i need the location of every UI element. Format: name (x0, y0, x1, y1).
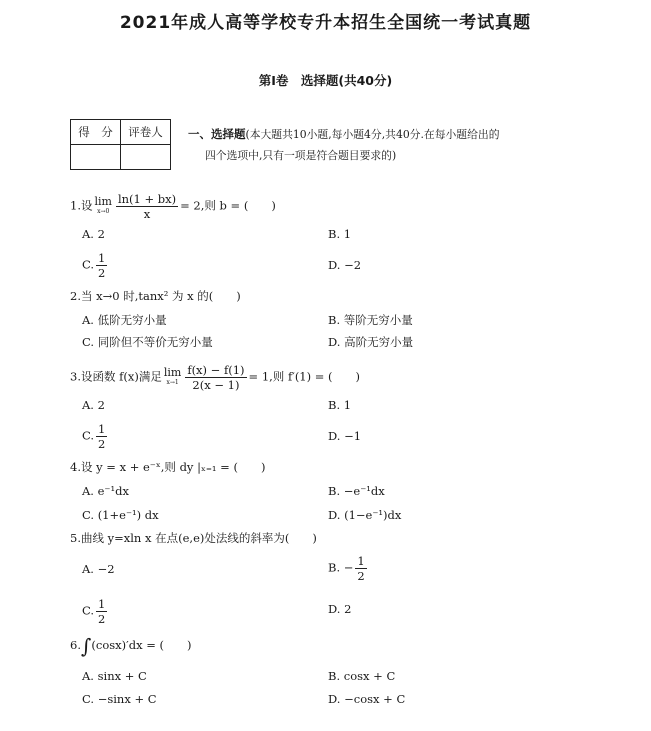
q5-option-a[interactable]: A. −2 (82, 562, 115, 576)
q6-option-d[interactable]: D. −cosx + C (328, 692, 406, 706)
question-5: 5.曲线 y=xln x 在点(e,e)处法线的斜率为( ) (70, 531, 317, 545)
instructions-line2: 四个选项中,只有一项是符合题目要求的) (205, 149, 397, 162)
q2-option-a[interactable]: A. 低阶无穷小量 (82, 313, 167, 327)
q2-option-d[interactable]: D. 高阶无穷小量 (328, 335, 414, 349)
q3-option-c[interactable]: C. $\frac{1}{2}$ (82, 422, 106, 451)
q4-option-c[interactable]: C. (1+e⁻¹) dx (82, 508, 159, 522)
score-header: 得 分 (71, 120, 121, 145)
q1-prefix: 1.设 (70, 198, 93, 213)
q5-option-b[interactable]: B. − $\frac{1}{2}$ (328, 554, 365, 583)
q3-suffix: = 1,则 f′(1) = ( ) (248, 369, 361, 384)
q2-option-b[interactable]: B. 等阶无穷小量 (328, 313, 413, 327)
q3-option-b[interactable]: B. 1 (328, 398, 352, 412)
q1-fraction: $\frac{\ln(1 + bx)}{x}$ (117, 192, 177, 221)
q1-option-d[interactable]: D. −2 (328, 258, 362, 272)
q1-option-b[interactable]: B. 1 (328, 227, 352, 241)
q6-text: (cosx)′dx = ( ) (91, 638, 192, 652)
question-4: 4.设 y = x + e⁻ˣ,则 dy |ₓ₌₁ = ( ) (70, 460, 266, 474)
section-heading: 第Ⅰ卷 选择题(共40分) (258, 73, 393, 88)
q3-prefix: 3.设函数 f(x)满足 (70, 369, 162, 384)
q4-option-a[interactable]: A. e⁻¹dx (82, 484, 129, 498)
q1-option-a[interactable]: A. 2 (82, 227, 105, 241)
page-title: 2021年成人高等学校专升本招生全国统一考试真题 (119, 13, 532, 33)
q4-option-b[interactable]: B. −e⁻¹dx (328, 484, 385, 498)
q4-option-d[interactable]: D. (1−e⁻¹)dx (328, 508, 402, 522)
q1-suffix: = 2,则 b = ( ) (180, 198, 276, 213)
grader-header: 评卷人 (121, 120, 171, 145)
grader-cell[interactable] (121, 145, 171, 170)
section-instructions (188, 124, 588, 166)
q1-option-c[interactable]: C. $\frac{1}{2}$ (82, 251, 106, 280)
q3-option-a[interactable]: A. 2 (82, 398, 105, 412)
question-1 (70, 192, 276, 221)
score-table (70, 119, 171, 170)
question-6: 6.∫(cosx)′dx = ( ) (70, 634, 192, 658)
q6-option-c[interactable]: C. −sinx + C (82, 692, 157, 706)
limit-symbol: lim x→0 (94, 194, 112, 215)
q5-option-d[interactable]: D. 2 (328, 602, 352, 616)
q6-option-a[interactable]: A. sinx + C (82, 669, 147, 683)
limit-symbol: lim x→1 (163, 365, 182, 386)
q3-option-d[interactable]: D. −1 (328, 429, 362, 443)
instructions-line1: (本大题共10小题,每小题4分,共40分.在每小题给出的 (245, 128, 500, 141)
q6-option-b[interactable]: B. cosx + C (328, 669, 396, 683)
question-3 (70, 363, 360, 392)
score-cell[interactable] (71, 145, 121, 170)
question-2: 2.当 x→0 时,tanx² 为 x 的( ) (70, 289, 241, 303)
q5-option-c[interactable]: C. $\frac{1}{2}$ (82, 597, 106, 626)
integral-symbol: ∫ (80, 634, 92, 658)
instructions-heading: 一、选择题 (188, 127, 246, 141)
q3-fraction: $\frac{f(x) - f(1)}{2(x - 1)}$ (187, 363, 245, 392)
q2-option-c[interactable]: C. 同阶但不等价无穷小量 (82, 335, 213, 349)
